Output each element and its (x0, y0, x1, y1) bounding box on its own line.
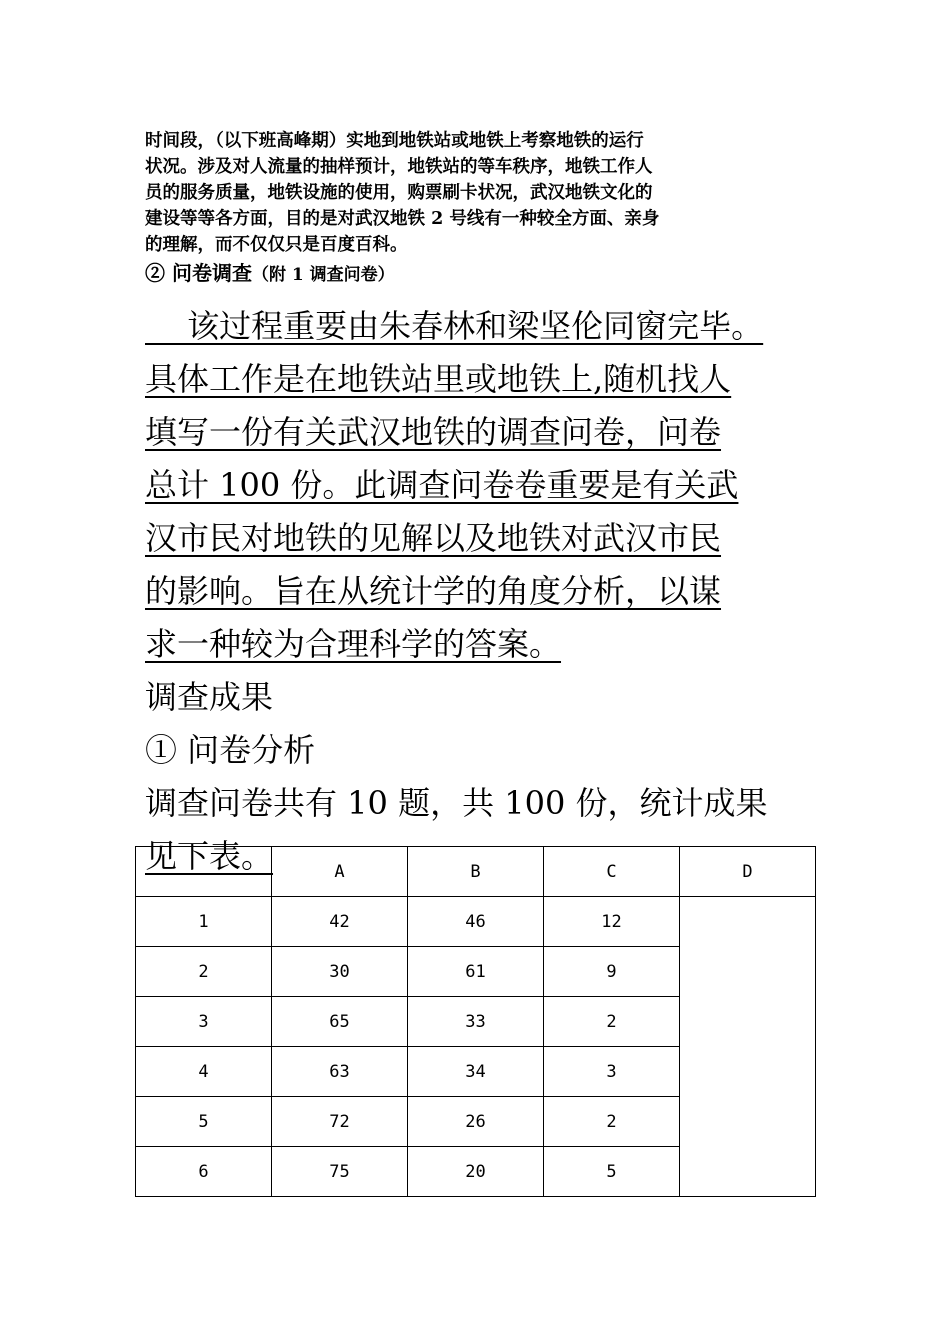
survey-heading-note: （附 1 调查问卷） (251, 265, 395, 285)
results-heading: 调查成果 (145, 678, 274, 716)
body-line: 求一种较为合理科学的答案。 (145, 625, 562, 663)
paragraph-line: 员的服务质量，地铁设施的使用，购票刷卡状况，武汉地铁文化的 (145, 183, 653, 203)
table-cell: 72 (272, 1097, 408, 1147)
body-text (145, 300, 835, 883)
body-line: 汉市民对地铁的见解以及地铁对武汉市民 (145, 519, 722, 557)
table-cell: 2 (544, 997, 680, 1047)
results-table (135, 846, 816, 1197)
header-cell: C (544, 847, 680, 897)
table-header-row (136, 847, 816, 897)
table-cell: 12 (544, 897, 680, 947)
table-cell: 63 (272, 1047, 408, 1097)
table-cell: 3 (544, 1047, 680, 1097)
body-line: 填写一份有关武汉地铁的调查问卷，问卷 (145, 413, 722, 451)
table-cell: 42 (272, 897, 408, 947)
analysis-heading: ① 问卷分析 (145, 731, 316, 769)
survey-heading (145, 258, 395, 290)
table-cell: 2 (544, 1097, 680, 1147)
survey-heading-main: ② 问卷调查 (145, 261, 252, 285)
table-cell: 6 (136, 1147, 272, 1197)
table-cell: 26 (408, 1097, 544, 1147)
table-row (136, 897, 816, 947)
table-cell: 33 (408, 997, 544, 1047)
paragraph-line: 的理解，而不仅仅只是百度百科。 (145, 235, 408, 255)
table-cell: 5 (544, 1147, 680, 1197)
body-line: 总计 100 份。此调查问卷卷重要是有关武 (145, 466, 739, 504)
paragraph-line: 时间段，（以下班高峰期）实地到地铁站或地铁上考察地铁的运行 (145, 131, 644, 151)
header-cell (136, 847, 272, 897)
header-cell: A (272, 847, 408, 897)
table-cell: 30 (272, 947, 408, 997)
analysis-line: 调查问卷共有 10 题，共 100 份，统计成果 (145, 784, 768, 822)
table-cell: 9 (544, 947, 680, 997)
analysis-line: 见下表。 (145, 837, 274, 875)
table-cell: 34 (408, 1047, 544, 1097)
table-cell: 5 (136, 1097, 272, 1147)
table-cell: 46 (408, 897, 544, 947)
header-cell: D (680, 847, 816, 897)
table-cell: 4 (136, 1047, 272, 1097)
body-line: 该过程重要由朱春林和梁坚伦同窗完毕。 (145, 307, 764, 345)
paragraph-line: 建设等等各方面，目的是对武汉地铁 2 号线有一种较全方面、亲身 (145, 209, 660, 229)
body-line: 的影响。旨在从统计学的角度分析，以谋 (145, 572, 722, 610)
paragraph-line: 状况。涉及对人流量的抽样预计，地铁站的等车秩序，地铁工作人 (145, 157, 653, 177)
table-cell: 65 (272, 997, 408, 1047)
body-line: 具体工作是在地铁站里或地铁上,随机找人 (145, 360, 732, 398)
table-cell: 75 (272, 1147, 408, 1197)
table-cell: 3 (136, 997, 272, 1047)
header-cell: B (408, 847, 544, 897)
table-cell: 1 (136, 897, 272, 947)
merged-empty-cell (680, 897, 816, 1197)
table-cell: 61 (408, 947, 544, 997)
method-paragraph (145, 128, 805, 258)
table-cell: 2 (136, 947, 272, 997)
table-cell: 20 (408, 1147, 544, 1197)
